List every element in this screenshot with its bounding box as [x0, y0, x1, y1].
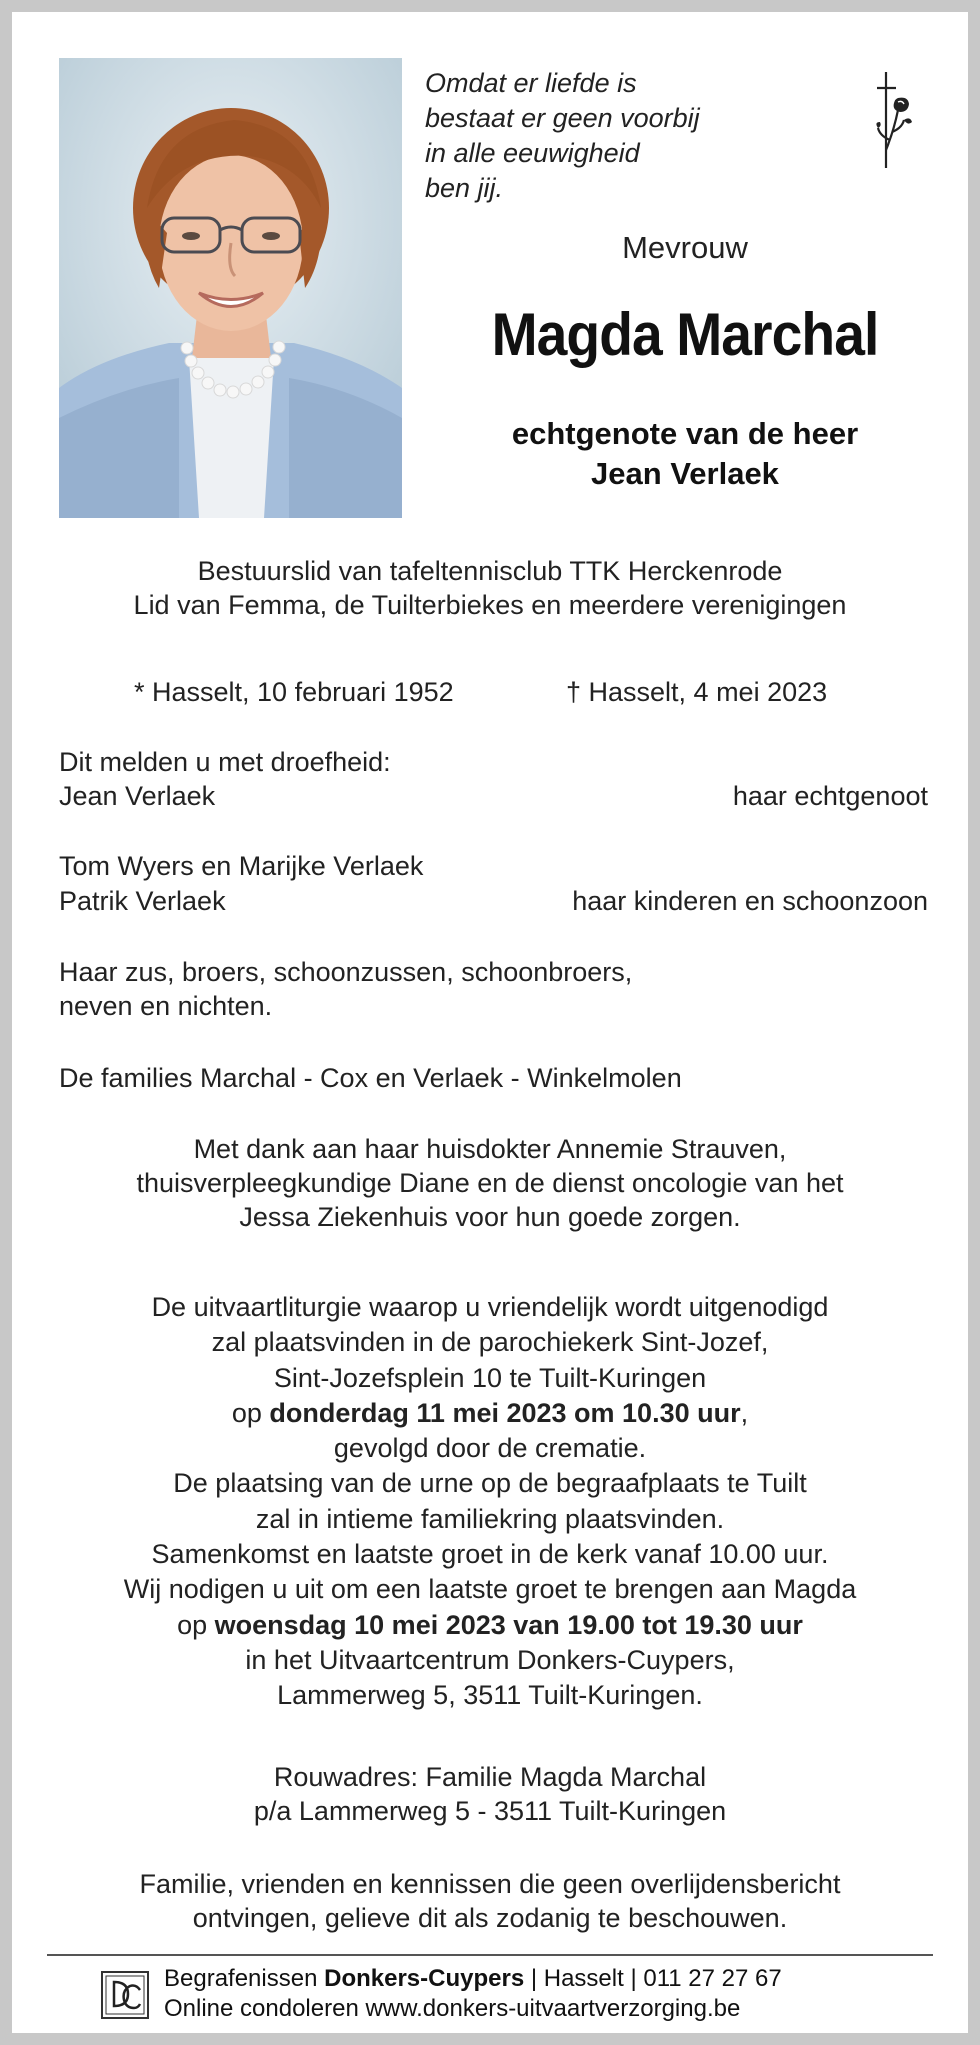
announce-intro: Dit melden u met droefheid: [59, 747, 391, 777]
mourner-row [59, 955, 928, 1023]
poem-line: bestaat er geen voorbij [425, 103, 700, 133]
membership-line: Lid van Femma, de Tuilterbiekes en meerdere verenigingen [133, 590, 847, 620]
company-name: Donkers-Cuypers [324, 1965, 525, 1992]
poem [425, 66, 785, 206]
ceremony-text: op [177, 1609, 215, 1640]
address-line: Rouwadres: Familie Magda Marchal [273, 1762, 707, 1792]
mourner-relation: haar kinderen en schoonzoon [572, 886, 928, 916]
spouse-line: echtgenote van de heer [511, 416, 859, 451]
birth-date: * Hasselt, 10 februari 1952 [134, 677, 454, 707]
footer-contact: | Hasselt | 011 27 27 67 [524, 1965, 782, 1992]
ceremony-line: Samenkomst en laatste groet in de kerk vanaf 10.00 uur. [151, 1539, 829, 1570]
mourner-names: Patrik Verlaek [59, 886, 226, 916]
mourner-row [59, 884, 928, 918]
obituary-card [12, 12, 968, 2033]
thanks-text [52, 1132, 928, 1234]
funeral-date: donderdag 11 mei 2023 om 10.30 uur [269, 1397, 741, 1428]
poem-line: ben jij. [425, 173, 504, 203]
dc-monogram-logo [100, 1970, 150, 2020]
ceremony-text: , [740, 1397, 749, 1428]
ceremony-line: Lammerweg 5, 3511 Tuilt-Kuringen. [277, 1680, 703, 1711]
death-date: † Hasselt, 4 mei 2023 [566, 677, 828, 707]
mourner-names: neven en nichten. [59, 991, 273, 1021]
closing-line: Familie, vrienden en kennissen die geen overlijdensbericht [139, 1869, 841, 1899]
footer-text: Begrafenissen [164, 1965, 325, 1992]
footer-website: Online condoleren www.donkers-uitvaartverzorging.be [164, 1995, 741, 2022]
ceremony-text: op [231, 1397, 270, 1428]
footer-divider [47, 1954, 933, 1956]
mourner-names: Haar zus, broers, schoonzussen, schoonbroers, [59, 957, 633, 987]
mourner-row [59, 849, 928, 883]
ceremony-line [52, 1608, 928, 1643]
visitation-date: woensdag 10 mei 2023 van 19.00 tot 19.30 uur [214, 1609, 803, 1640]
ceremony-line: in het Uitvaartcentrum Donkers-Cuypers, [245, 1644, 735, 1675]
closing-line: ontvingen, gelieve dit als zodanig te beschouwen. [192, 1903, 788, 1933]
thanks-line: thuisverpleegkundige Diane en de dienst oncologie van het [136, 1168, 844, 1198]
funeral-home-footer [164, 1964, 924, 2024]
deceased-name: Magda Marchal [491, 301, 879, 368]
spouse-line: Jean Verlaek [591, 456, 779, 491]
ceremony-line: De plaatsing van de urne op de begraafplaats te Tuilt [173, 1468, 807, 1499]
salutation: Mevrouw [622, 230, 748, 265]
ceremony-line [52, 1396, 928, 1431]
poem-line: in alle eeuwigheid [425, 138, 640, 168]
memberships [52, 554, 928, 622]
cross-with-rose-icon [870, 70, 914, 170]
mourner-names: De families Marchal - Cox en Verlaek - Winkelmolen [59, 1063, 682, 1093]
ceremony-line: Wij nodigen u uit om een laatste groet te brengen aan Magda [123, 1574, 857, 1605]
portrait-photo [59, 58, 402, 518]
address-line: p/a Lammerweg 5 - 3511 Tuilt-Kuringen [253, 1796, 727, 1826]
spouse-info [425, 414, 945, 494]
closing-note [52, 1867, 928, 1935]
mourner-names: Jean Verlaek [59, 781, 216, 811]
ceremony-line: zal plaatsvinden in de parochiekerk Sint-Jozef, [211, 1327, 769, 1358]
poem-line: Omdat er liefde is [425, 68, 637, 98]
footer-line [164, 1964, 924, 1994]
thanks-line: Met dank aan haar huisdokter Annemie Strauven, [193, 1134, 787, 1164]
ceremony-line: De uitvaartliturgie waarop u vriendelijk wordt uitgenodigd [151, 1292, 829, 1322]
ceremony-details [52, 1290, 928, 1714]
membership-line: Bestuurslid van tafeltennisclub TTK Herckenrode [197, 556, 783, 586]
mourner-row [59, 779, 928, 813]
ceremony-line: Sint-Jozefsplein 10 te Tuilt-Kuringen [273, 1362, 707, 1393]
thanks-line: Jessa Ziekenhuis voor hun goede zorgen. [239, 1202, 741, 1232]
mourner-names: Tom Wyers en Marijke Verlaek [59, 851, 424, 881]
mourner-relation: haar echtgenoot [732, 781, 928, 811]
mourning-address [52, 1760, 928, 1828]
ceremony-line: gevolgd door de crematie. [333, 1433, 647, 1464]
ceremony-line: zal in intieme familiekring plaatsvinden. [255, 1503, 725, 1534]
mourner-row [59, 1061, 928, 1095]
